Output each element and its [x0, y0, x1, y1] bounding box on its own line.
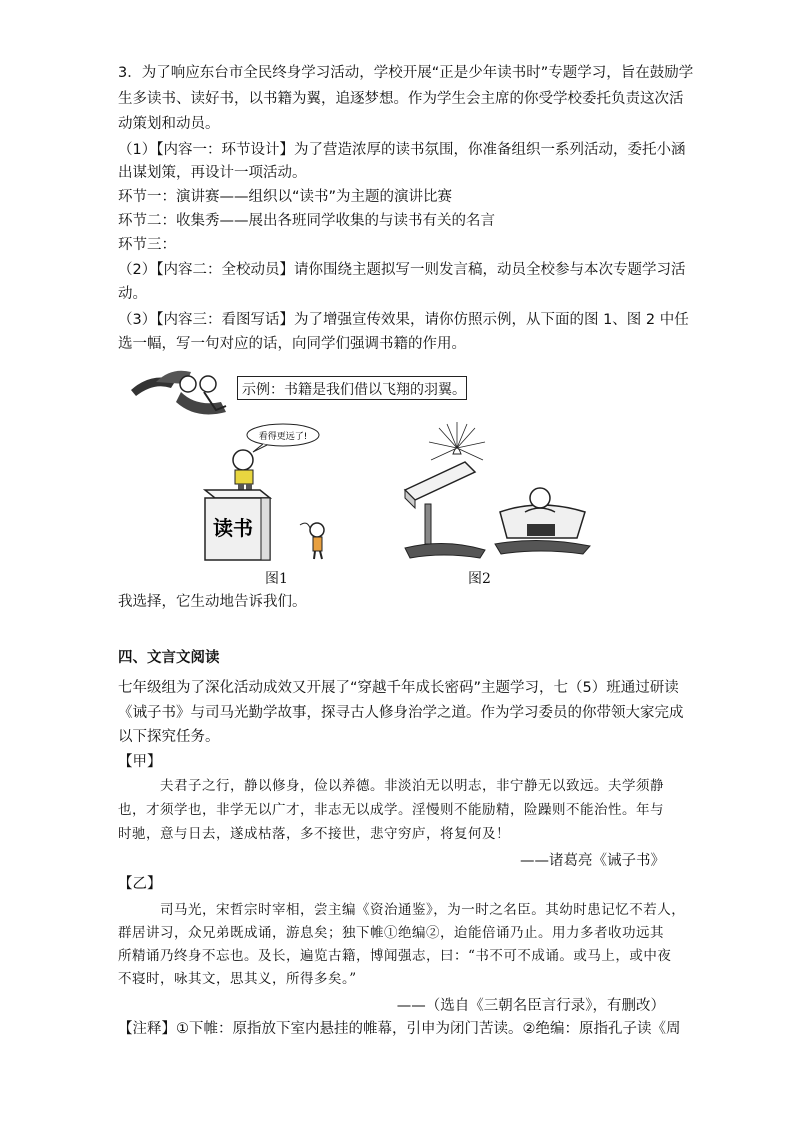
- speech-bubble-tail: [253, 444, 267, 452]
- child-body: [176, 392, 226, 414]
- q3-intro-line-2: 生多读书、读好书，以书籍为翼，追逐梦想。作为学生会主席的你受学校委托负责这次活: [118, 91, 684, 107]
- lamp-post: [425, 504, 431, 544]
- passage-yi-line-3: 所精诵乃终身不忘也。及长，遍览古籍，博闻强志，曰：“书不可不成诵。或马上，或中夜: [118, 948, 672, 964]
- book-top: [205, 490, 270, 498]
- small-boy-leg: [314, 551, 315, 559]
- book-lamp: [405, 462, 475, 500]
- figure-1-caption: 图1: [265, 571, 288, 587]
- answer-prompt: 我选择，它生动地告诉我们。: [118, 594, 307, 610]
- q3-part2-line-1: （2）【内容二：全校动员】请你围绕主题拟写一则发言稿，动员全校参与本次专题学习活: [118, 262, 686, 278]
- passage-jia-line-2: 也，才须学也，非学无以广才，非志无以成学。淫慢则不能励精，险躁则不能治性。年与: [118, 802, 664, 818]
- q3-intro-line-1: 3．为了响应东台市全民终身学习活动，学校开展“正是少年读书时”专题学习，旨在鼓励学: [118, 65, 694, 81]
- passage-yi-source: ——（选自《三朝名臣言行录》，有删改）: [396, 998, 665, 1014]
- q3-part1-line-2: 出谋划策，再设计一项活动。: [118, 165, 307, 181]
- passage-yi-line-4: 不寝时，咏其文，思其义，所得多矣。”: [118, 971, 357, 987]
- passage-jia-line-1: 夫君子之行，静以修身，俭以养德。非淡泊无以明志，非宁静无以致远。夫学须静: [160, 778, 664, 794]
- section-4-heading: 四、文言文阅读: [118, 650, 220, 666]
- figure-2-caption: 图2: [468, 571, 491, 587]
- example-text: 示例：书籍是我们借以飞翔的羽翼。: [242, 382, 466, 398]
- passage-yi-line-2: 群居讲习，众兄弟既成诵，游息矣；独下帷①绝编②，迨能倍诵乃止。用力多者收功远其: [118, 925, 664, 941]
- passage-yi-label: 【乙】: [118, 876, 162, 892]
- example-box: [237, 376, 467, 400]
- boy-shirt: [235, 470, 253, 484]
- q3-step-3: 环节三：: [118, 237, 176, 253]
- section-4-intro-line-1: 七年级组为了深化活动成效又开展了“穿越千年成长密码”主题学习，七（5）班通过研读: [118, 680, 679, 696]
- q3-step-2: 环节二：收集秀——展出各班同学收集的与读书有关的名言: [118, 213, 495, 229]
- child-head: [200, 376, 216, 392]
- boy-head: [233, 450, 253, 470]
- passage-jia-source: ——诸葛亮《诫子书》: [520, 853, 665, 869]
- house-door: [527, 524, 555, 536]
- small-boy-head: [310, 523, 324, 537]
- section-4-intro-line-2: 《诫子书》与司马光勤学故事，探寻古人修身治学之道。作为学习委员的你带领大家完成: [118, 705, 684, 721]
- reader-head: [530, 488, 550, 508]
- section-4-intro-line-3: 以下探究任务。: [118, 729, 220, 745]
- sweat-mark: [300, 523, 310, 528]
- q3-part2-line-2: 动。: [118, 286, 147, 302]
- book-spine: [261, 498, 270, 560]
- book-label: 读书: [213, 516, 253, 540]
- q3-part3-line-2: 选一幅，写一句对应的话，向同学们强调书籍的作用。: [118, 336, 466, 352]
- q3-step-1: 环节一：演讲赛——组织以“读书”为主题的演讲比赛: [118, 189, 453, 205]
- small-boy-leg: [320, 551, 322, 559]
- q3-part3-line-1: （3）【内容三：看图写话】为了增强宣传效果，请你仿照示例，从下面的图 1、图 2 中任: [118, 312, 689, 328]
- passage-jia-line-3: 时驰，意与日去，遂成枯落，多不接世，悲守穷庐，将复何及！: [118, 826, 510, 842]
- flying-children-illustration: [126, 362, 236, 422]
- ground-water: [405, 543, 485, 558]
- figure-2-illustration: [395, 420, 595, 570]
- small-boy-body: [313, 537, 322, 551]
- ground-water-2: [495, 540, 590, 554]
- passage-yi-line-1: 司马光，宋哲宗时宰相，尝主编《资治通鉴》，为一时之名臣。其幼时患记忆不若人，: [160, 902, 686, 918]
- annotation-notes: 【注释】①下帷：原指放下室内悬挂的帷幕，引申为闭门苦读。②绝编：原指孔子读《周: [118, 1021, 681, 1037]
- q3-intro-line-3: 动策划和动员。: [118, 116, 220, 132]
- child-head: [180, 376, 196, 392]
- q3-part1-line-1: （1）【内容一：环节设计】为了营造浓厚的读书氛围，你准备组织一系列活动，委托小涵: [118, 142, 686, 158]
- speech-bubble-text: 看得更远了!: [258, 432, 308, 442]
- figure-1-illustration: [195, 420, 365, 570]
- passage-jia-label: 【甲】: [118, 754, 162, 770]
